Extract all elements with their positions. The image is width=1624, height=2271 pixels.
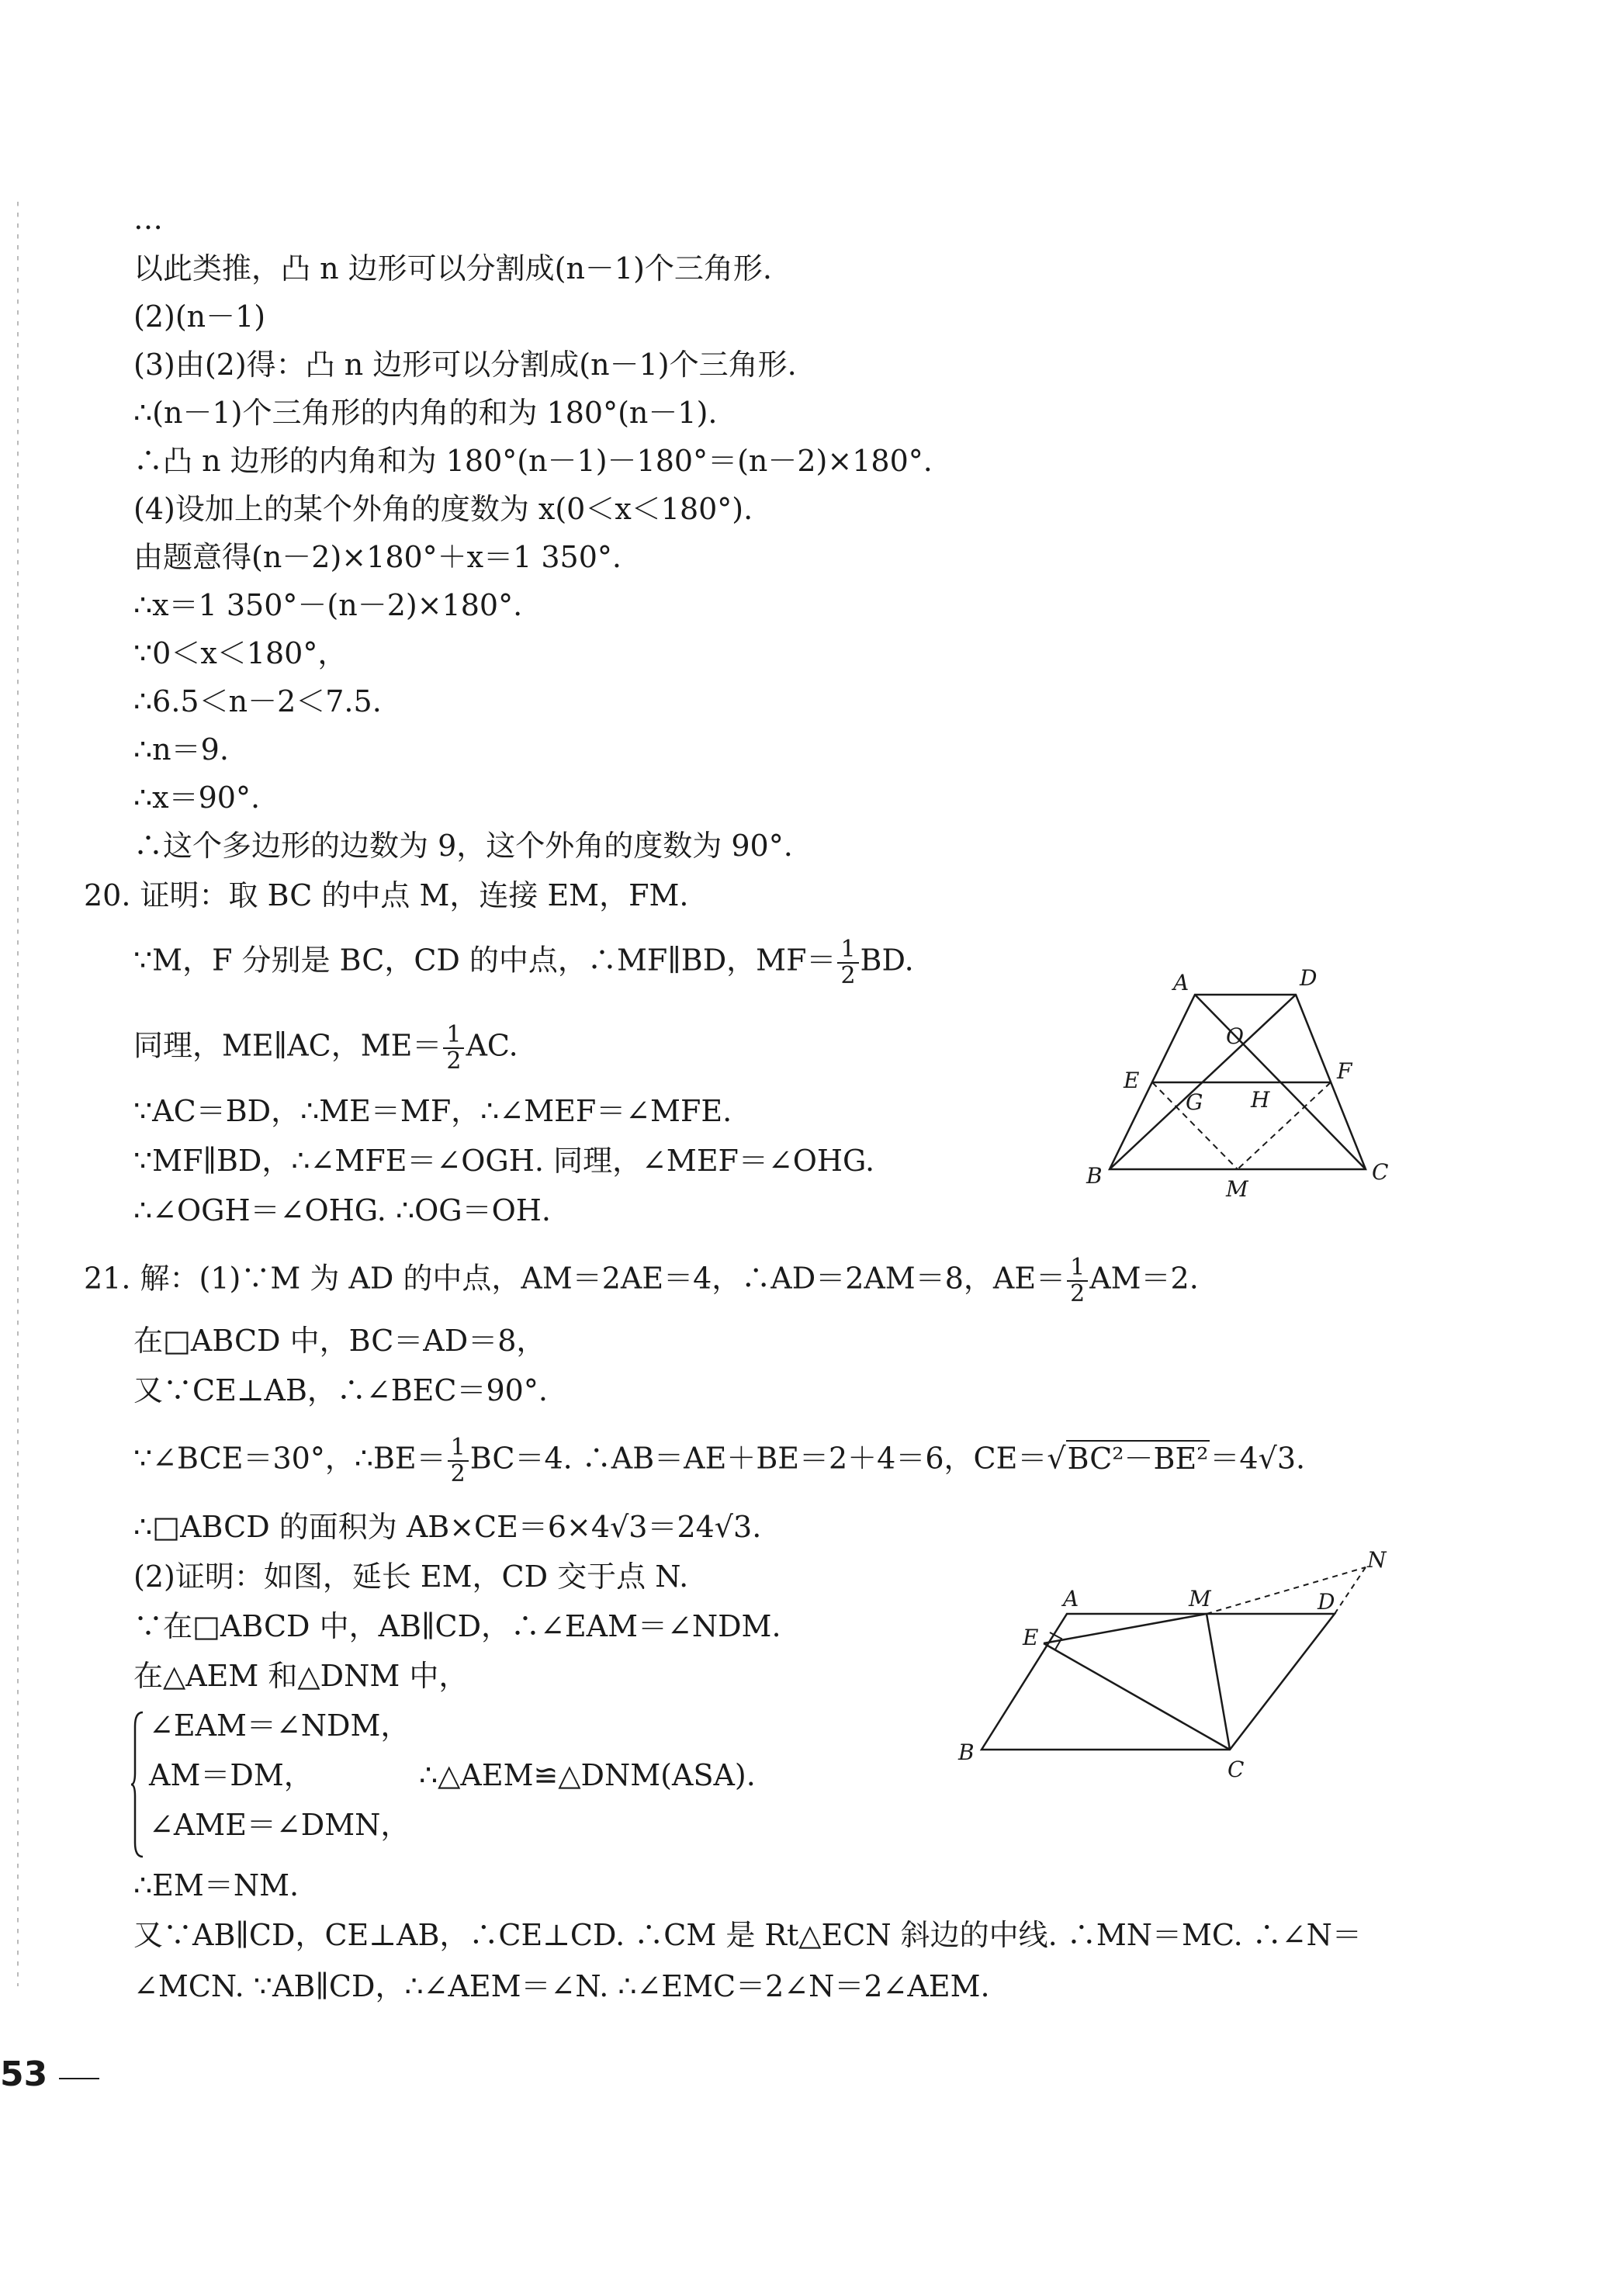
text-line-ellipsis: … [133, 202, 163, 236]
page-number-dash [59, 2078, 99, 2079]
segment-ec [1044, 1643, 1230, 1750]
fraction-half [837, 937, 858, 988]
text-line: AM＝DM， [149, 1758, 313, 1792]
text-line: 又∵AB∥CD，CE⊥AB，∴CE⊥CD. ∴CM 是 Rt△ECN 斜边的中线. ∴MN＝MC. ∴∠N＝ [133, 1918, 1362, 1952]
text-line: ∵MF∥BD，∴∠MFE＝∠OGH. 同理，∠MEF＝∠OHG. [133, 1144, 875, 1178]
left-brace [130, 1711, 144, 1858]
text-line: ∴6.5＜n－2＜7.5. [133, 684, 382, 718]
fraction-denominator: 2 [450, 1460, 466, 1487]
text-segment: 21. 解：(1)∵M 为 AD 的中点，AM＝2AE＝4，∴AD＝2AM＝8，AE＝ [84, 1261, 1066, 1296]
text-line: 又∵CE⊥AB，∴∠BEC＝90°. [133, 1373, 548, 1407]
figure-trapezoid [1079, 954, 1404, 1218]
text-line: ∠MCN. ∵AB∥CD，∴∠AEM＝∠N. ∴∠EMC＝2∠N＝2∠AEM. [133, 1969, 990, 2003]
text-line: ∴凸 n 边形的内角和为 180°(n－1)－180°＝(n－2)×180°. [133, 444, 933, 478]
fraction-numerator: 1 [837, 937, 858, 964]
text-line: ∠EAM＝∠NDM， [149, 1708, 410, 1743]
text-line: 在□ABCD 中，BC＝AD＝8， [133, 1324, 546, 1358]
dashed-mn [1207, 1567, 1366, 1614]
fraction-half [443, 1023, 464, 1074]
text-line: ∴x＝1 350°－(n－2)×180°. [133, 588, 523, 622]
label-H: H [1251, 1087, 1270, 1113]
fraction-denominator: 2 [446, 1047, 462, 1075]
figure-parallelogram [947, 1544, 1397, 1792]
fraction-half [448, 1435, 469, 1487]
page-number: 53 [0, 2055, 48, 2094]
text-line: ∴△AEM≌△DNM(ASA). [419, 1758, 756, 1792]
text-line: ∴n＝9. [133, 732, 229, 767]
text-segment: BC＝4. ∴AB＝AE＋BE＝2＋4＝6，CE＝√ [469, 1441, 1066, 1476]
text-line: ∴□ABCD 的面积为 AB×CE＝6×4√3＝24√3. [133, 1510, 762, 1544]
text-line-with-fraction [133, 937, 914, 988]
text-line: (2)证明：如图，延长 EM，CD 交于点 N. [133, 1560, 689, 1594]
text-line: (2)(n－1) [133, 299, 266, 334]
binding-margin-dots [17, 202, 19, 1986]
text-segment: ＝4√3. [1210, 1441, 1306, 1476]
text-line-with-fraction [133, 1023, 518, 1074]
text-line: ∵在□ABCD 中，AB∥CD，∴∠EAM＝∠NDM. [133, 1609, 781, 1643]
label-E: E [1023, 1625, 1039, 1650]
label-D: D [1318, 1589, 1335, 1615]
problem-21-heading [84, 1255, 1199, 1307]
text-segment: 同理，ME∥AC，ME＝ [133, 1028, 442, 1063]
label-O: O [1226, 1023, 1244, 1049]
text-line: ∵AC＝BD，∴ME＝MF，∴∠MEF＝∠MFE. [133, 1094, 732, 1128]
fraction-numerator: 1 [448, 1435, 469, 1462]
text-line: ∴x＝90°. [133, 781, 261, 815]
fraction-numerator: 1 [443, 1023, 464, 1049]
label-A: A [1063, 1586, 1079, 1612]
text-line: ∴∠OGH＝∠OHG. ∴OG＝OH. [133, 1193, 552, 1227]
segment-mc [1207, 1614, 1230, 1750]
label-F: F [1337, 1058, 1352, 1084]
label-M: M [1189, 1586, 1211, 1612]
label-M: M [1226, 1176, 1248, 1202]
fraction-half [1067, 1255, 1088, 1307]
text-line: ∴(n－1)个三角形的内角的和为 180°(n－1). [133, 396, 718, 430]
text-line: 在△AEM 和△DNM 中， [133, 1659, 469, 1693]
text-line: ∴这个多边形的边数为 9，这个外角的度数为 90°. [133, 829, 793, 863]
segment-em [1044, 1614, 1207, 1643]
dashed-dn [1335, 1567, 1366, 1614]
label-D: D [1300, 965, 1318, 991]
label-B: B [958, 1740, 975, 1765]
label-C: C [1228, 1757, 1245, 1782]
fraction-denominator: 2 [1070, 1280, 1086, 1307]
text-segment: AM＝2. [1089, 1261, 1199, 1296]
text-line: (4)设加上的某个外角的度数为 x(0＜x＜180°). [133, 492, 753, 526]
text-line: 以此类推，凸 n 边形可以分割成(n－1)个三角形. [133, 251, 773, 286]
text-segment: ∵∠BCE＝30°，∴BE＝ [133, 1441, 446, 1476]
radicand: BC²－BE² [1067, 1441, 1209, 1476]
label-N: N [1367, 1547, 1387, 1573]
label-B: B [1086, 1163, 1103, 1189]
label-G: G [1186, 1089, 1203, 1115]
label-E: E [1124, 1068, 1140, 1093]
label-C: C [1372, 1159, 1389, 1185]
problem-20-heading: 20. 证明：取 BC 的中点 M，连接 EM，FM. [84, 878, 689, 912]
text-line-with-fraction [133, 1435, 1305, 1487]
text-line: 由题意得(n－2)×180°＋x＝1 350°. [133, 540, 622, 574]
text-line: (3)由(2)得：凸 n 边形可以分割成(n－1)个三角形. [133, 348, 797, 382]
text-segment: ∵M，F 分别是 BC，CD 的中点，∴MF∥BD，MF＝ [133, 943, 836, 978]
text-segment: BD. [860, 943, 914, 978]
fraction-denominator: 2 [840, 962, 856, 989]
fraction-numerator: 1 [1067, 1255, 1088, 1282]
text-line: ∵0＜x＜180°， [133, 636, 348, 670]
text-line: ∴EM＝NM. [133, 1868, 300, 1902]
text-line: ∠AME＝∠DMN， [149, 1808, 410, 1842]
label-A: A [1173, 970, 1189, 995]
text-segment: AC. [466, 1028, 518, 1063]
